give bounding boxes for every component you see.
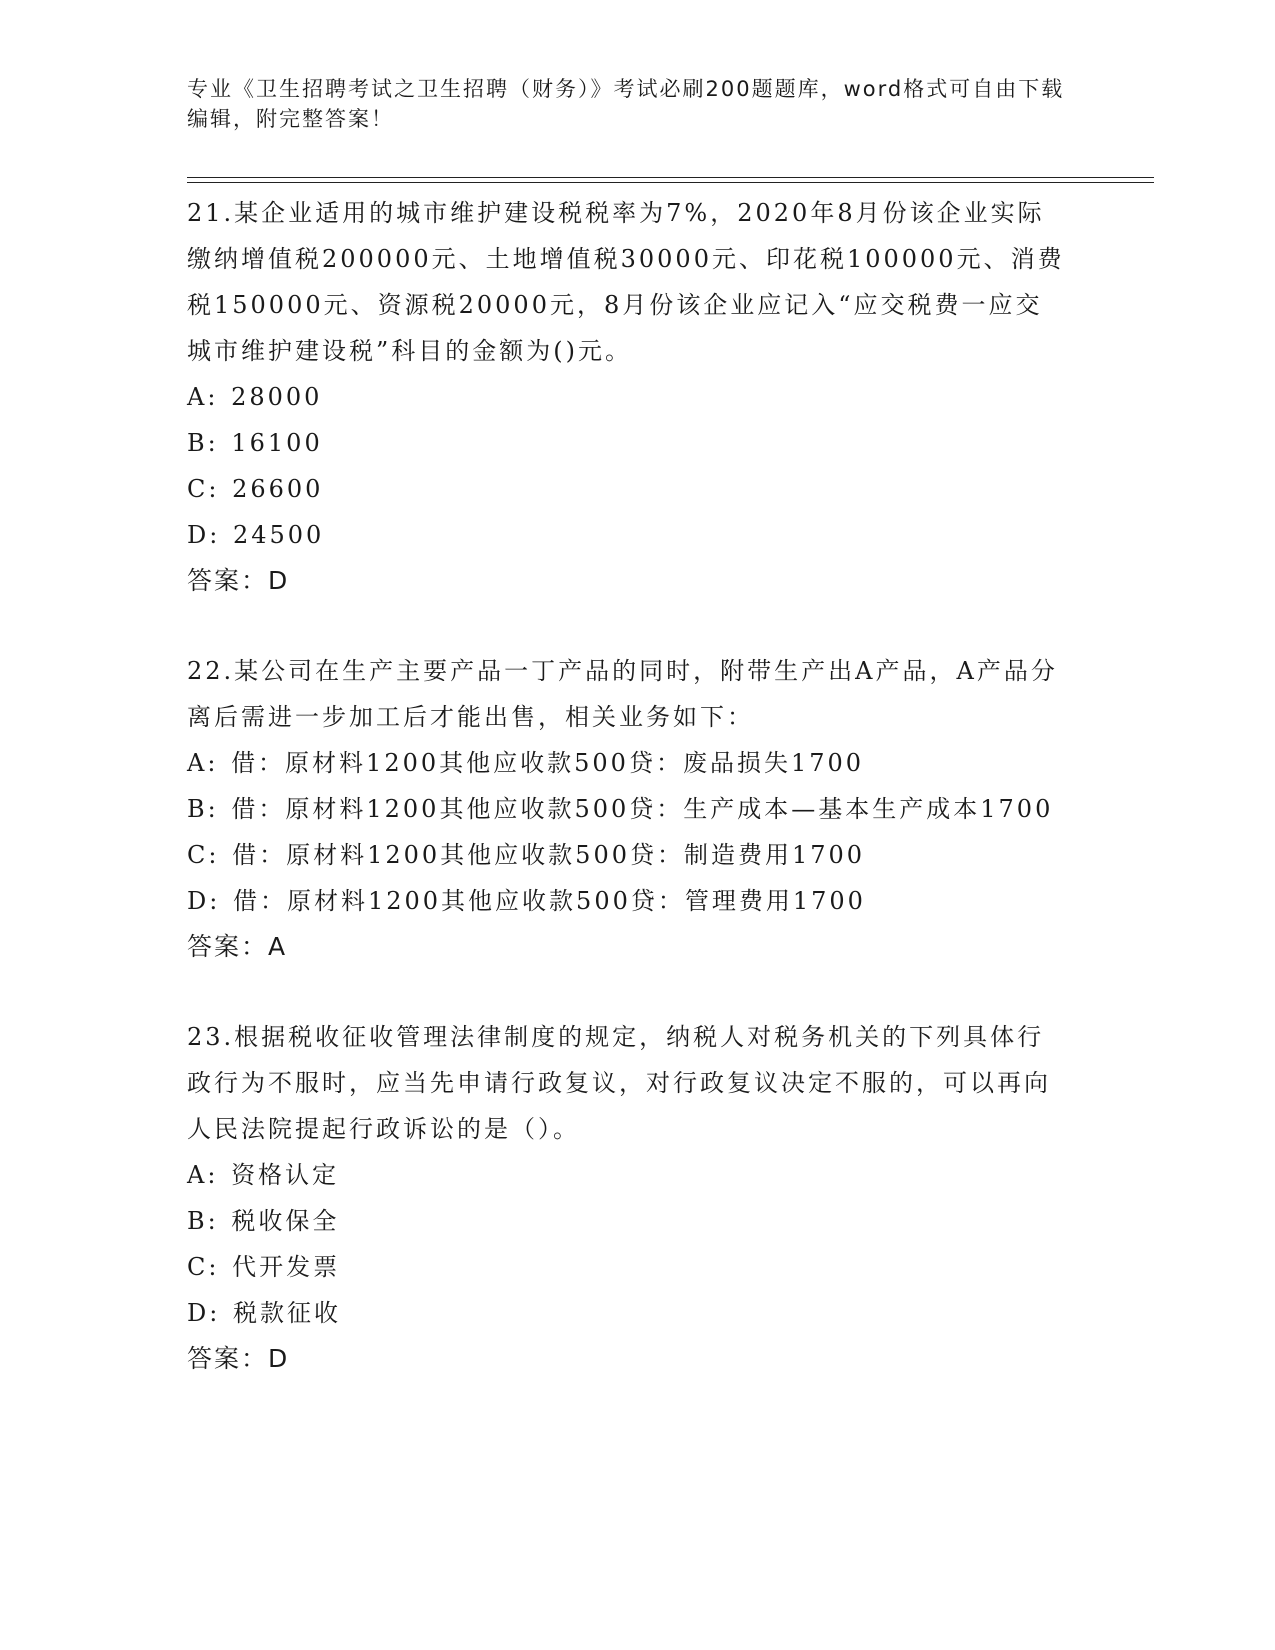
option-key: C: [187,1253,220,1281]
option-text: 税款征收 [232,1299,341,1327]
option-key: B: [187,1207,219,1235]
option-c [187,1244,1067,1290]
option-a [187,374,1067,420]
option-text: 24500 [232,521,325,549]
option-text: 税收保全 [231,1207,340,1235]
option-d [187,1290,1067,1336]
option-key: A: [187,1161,219,1189]
question-stem: 21.某企业适用的城市维护建设税税率为7%，2020年8月份该企业实际缴纳增值税200000元、土地增值税30000元、印花税100000元、消费税150000元、资源税20000元，8月份该企业应记入“应交税费一应交城市维护建设税”科目的金额为()元。 [187,199,1065,365]
option-a [187,1152,1067,1198]
option-key: D: [187,521,221,549]
option-text: 借：原材料1200其他应收款500贷：生产成本—基本生产成本1700 [231,795,1054,823]
answer-line: 答案：D [187,1344,290,1373]
option-key: C: [187,475,220,503]
option-text: 16100 [231,429,323,457]
option-text: 借：原材料1200其他应收款500贷：废品损失1700 [231,749,865,777]
option-c [187,466,1067,512]
option-key: B: [187,429,219,457]
header-divider-line [187,177,1154,178]
option-key: B: [187,795,219,823]
option-key: A: [187,749,219,777]
option-text: 借：原材料1200其他应收款500贷：制造费用1700 [232,841,866,869]
answer-line: 答案：D [187,566,290,595]
option-c [187,832,1067,878]
option-b [187,786,1067,832]
option-d [187,512,1067,558]
question-stem: 23.根据税收征收管理法律制度的规定，纳税人对税务机关的下列具体行政行为不服时，应当先申请行政复议，对行政复议决定不服的，可以再向人民法院提起行政诉讼的是（）。 [187,1023,1051,1143]
option-a [187,740,1067,786]
option-text: 28000 [231,383,323,411]
option-text: 资格认定 [231,1161,340,1189]
option-key: D: [187,887,221,915]
option-d [187,878,1067,924]
option-b [187,420,1067,466]
question-stem: 22.某公司在生产主要产品一丁产品的同时，附带生产出A产品，A产品分离后需进一步加工后才能出售，相关业务如下： [187,657,1058,731]
option-text: 借：原材料1200其他应收款500贷：管理费用1700 [232,887,866,915]
option-key: A: [187,383,219,411]
question-21 [187,190,1067,604]
question-list [187,190,1067,1426]
option-key: C: [187,841,220,869]
answer-line: 答案：A [187,932,288,961]
option-text: 代开发票 [232,1253,341,1281]
question-23 [187,1014,1067,1382]
header-divider-line-secondary [187,182,1154,183]
document-header: 专业《卫生招聘考试之卫生招聘（财务）》考试必刷200题题库，word格式可自由下载编辑，附完整答案！ [187,77,1065,131]
option-b [187,1198,1067,1244]
option-text: 26600 [232,475,324,503]
option-key: D: [187,1299,221,1327]
question-22 [187,648,1067,970]
